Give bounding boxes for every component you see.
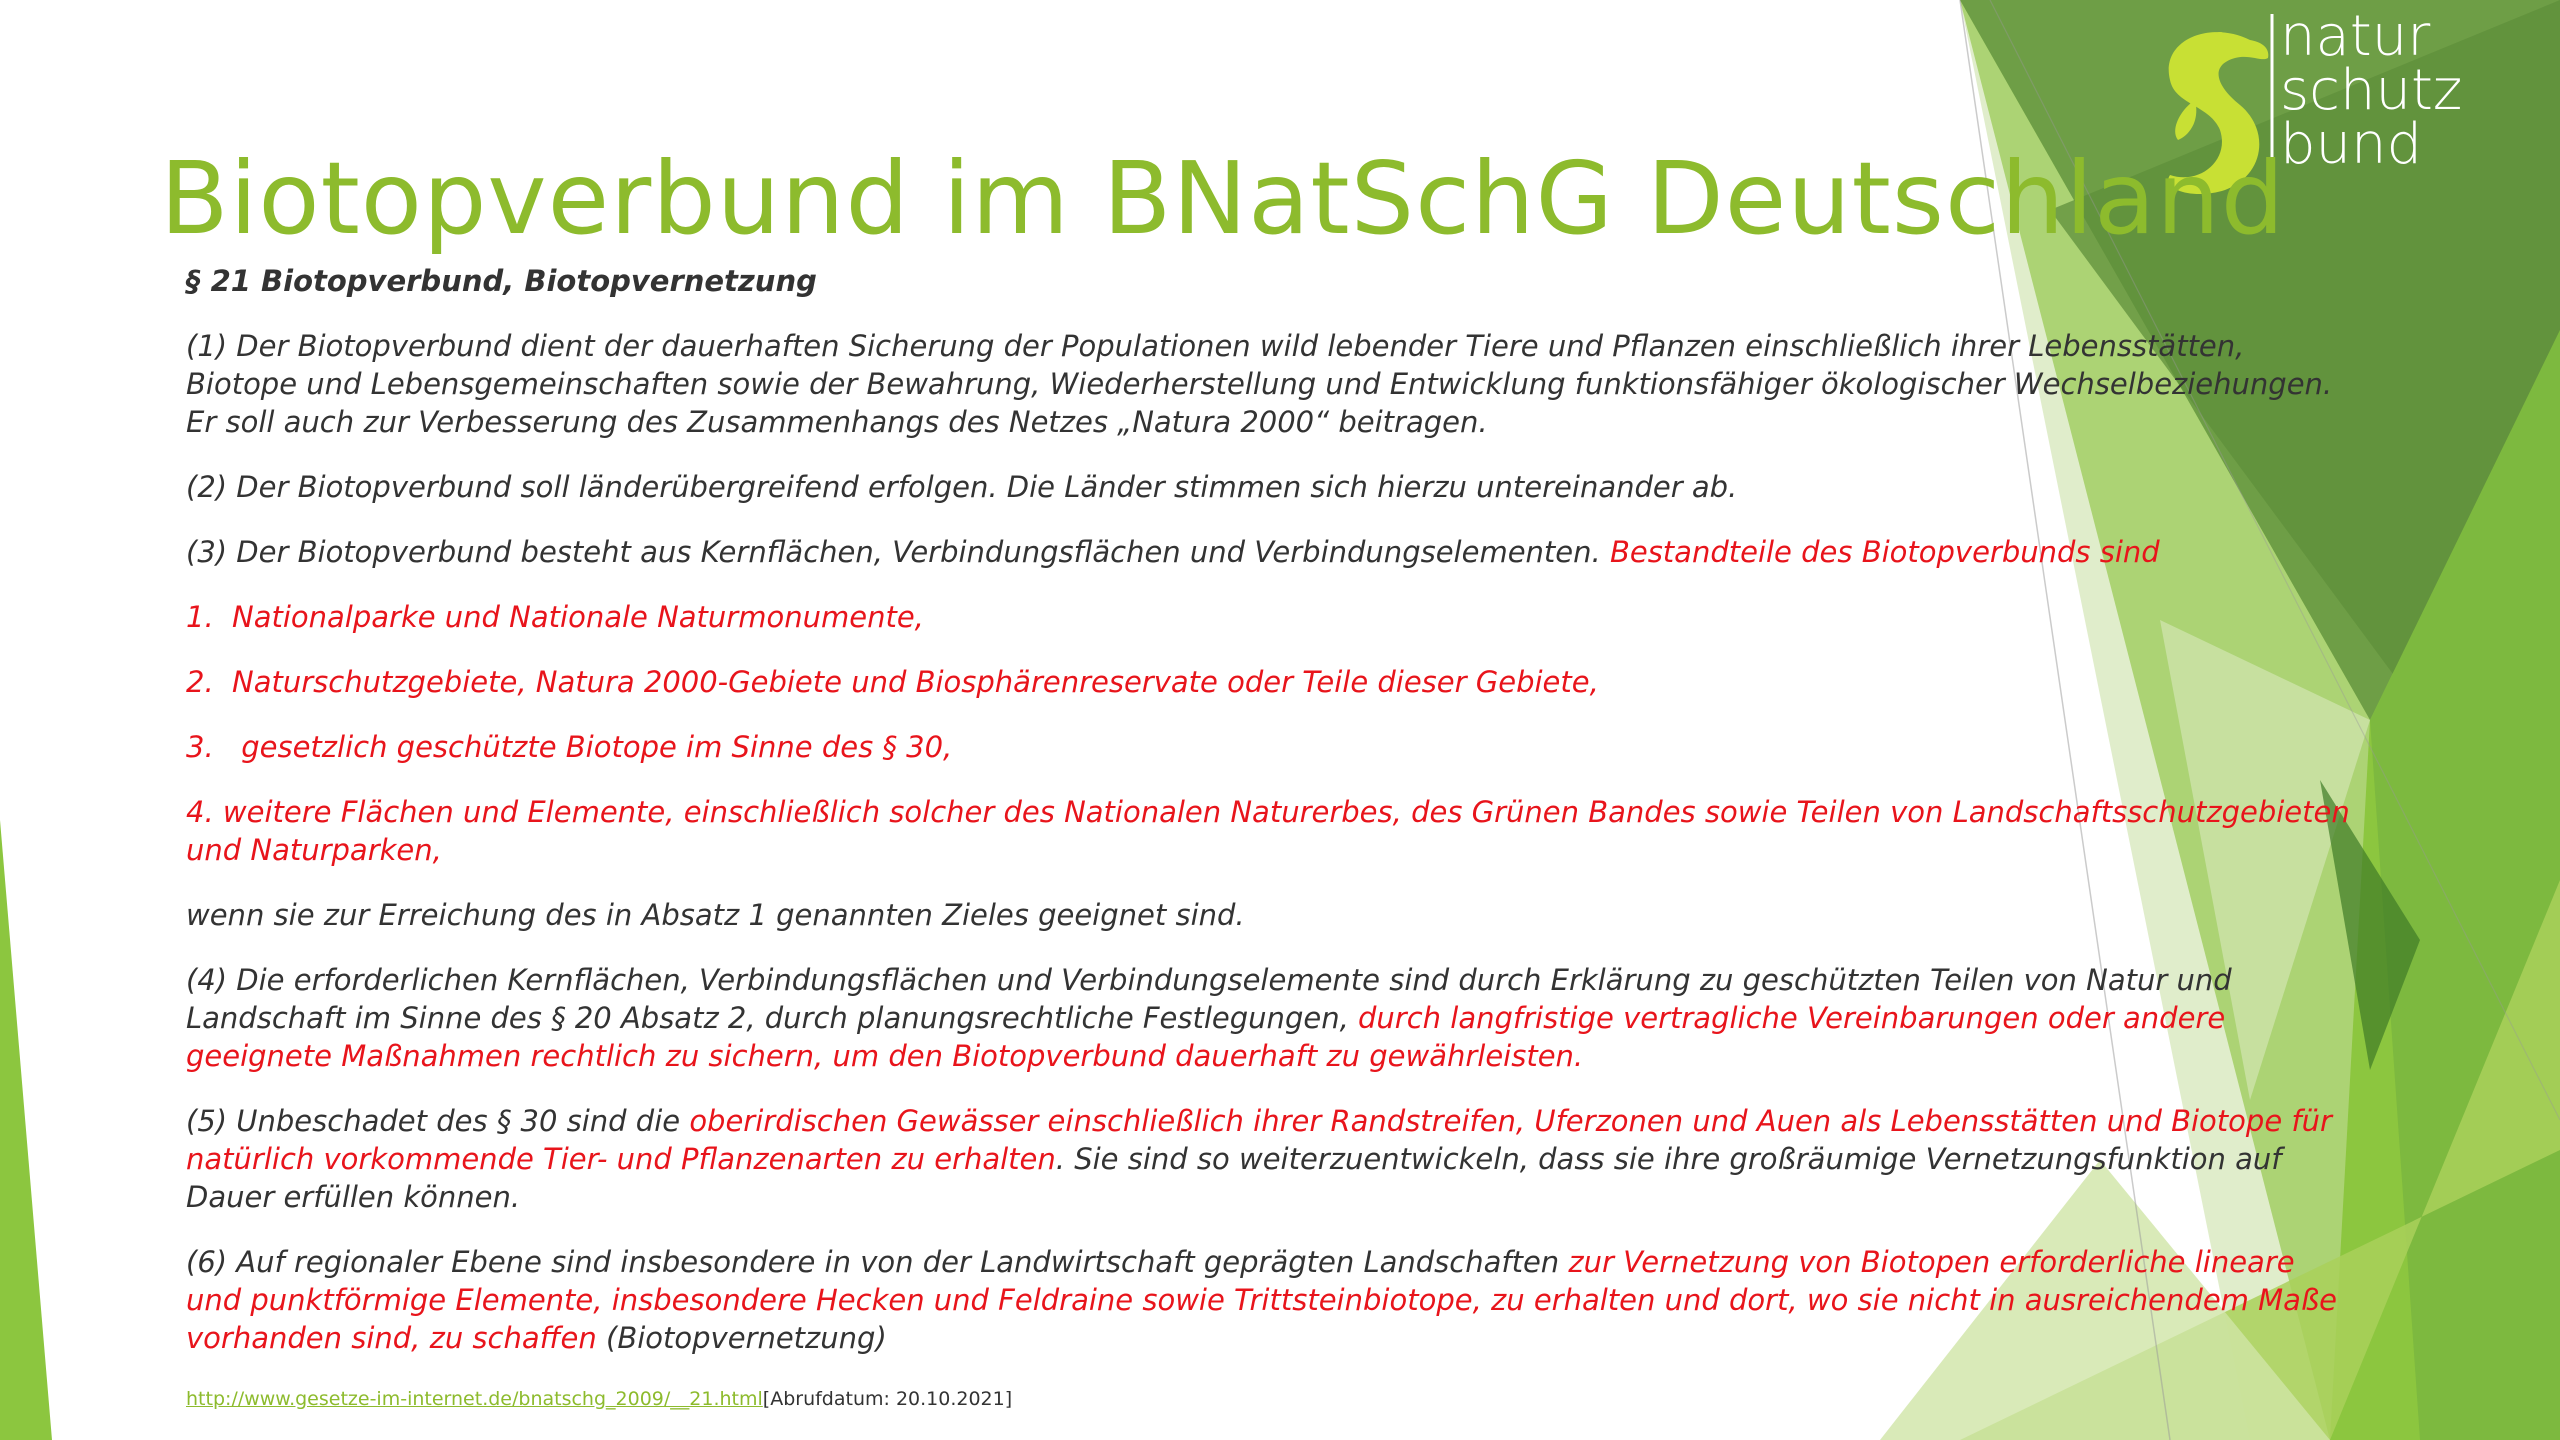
- list-item-3: [186, 728, 2356, 766]
- list-item-2-text: Naturschutzgebiete, Natura 2000-Gebiete und Biosphärenreservate oder Teile dieser Gebiete,: [232, 665, 1599, 699]
- paragraph-2: (2) Der Biotopverbund soll länderübergreifend erfolgen. Die Länder stimmen sich hierzu untereinander ab.: [186, 470, 1738, 504]
- paragraph-4-text: (4) Die erforderlichen Kernflächen, Verbindungsflächen und Verbindungselemente sind durch Erklärung zu geschützten Teilen von Natur und Landschaft im Sinne des § 20 Absatz 2, durch planungsrechtliche Festlegungen,: [186, 963, 2232, 1035]
- retrieval-date: [Abrufdatum: 20.10.2021]: [762, 1388, 1013, 1410]
- paragraph-3-text: (3) Der Biotopverbund besteht aus Kernflächen, Verbindungsflächen und Verbindungselementen.: [186, 535, 1610, 569]
- paragraph-wenn: wenn sie zur Erreichung des in Absatz 1 genannten Zieles geeignet sind.: [186, 898, 1245, 932]
- paragraph-4: [186, 961, 2356, 1075]
- list-number-1: 1.: [186, 600, 214, 634]
- logo-line-bund: bund: [2280, 112, 2423, 177]
- list-item-3-text: gesetzlich geschützte Biotope im Sinne des § 30,: [232, 730, 953, 764]
- source-link[interactable]: http://www.gesetze-im-internet.de/bnatschg_2009/__21.html: [186, 1388, 763, 1410]
- logo-wordmark: [2280, 4, 2463, 177]
- paragraph-6-text-start: (6) Auf regionaler Ebene sind insbesondere in von der Landwirtschaft geprägten Landschaften: [186, 1245, 1569, 1279]
- slide-title: Biotopverbund im BNatSchG Deutschland: [160, 140, 2286, 257]
- section-heading: § 21 Biotopverbund, Biotopvernetzung: [186, 264, 817, 298]
- logo-line-natur: natur: [2280, 4, 2431, 69]
- paragraph-5-text-start: (5) Unbeschadet des § 30 sind die: [186, 1104, 690, 1138]
- list-item-1: [186, 598, 2356, 636]
- slide-body: [186, 262, 2356, 1384]
- list-item-4: 4. weitere Flächen und Elemente, einschließlich solcher des Nationalen Naturerbes, des Grünen Bandes sowie Teilen von Landschaftsschutzgebieten und Naturparken,: [186, 795, 2350, 867]
- paragraph-3-highlight: Bestandteile des Biotopverbunds sind: [1609, 535, 2160, 569]
- source-footer: [186, 1388, 1012, 1410]
- list-item-2: [186, 663, 2356, 701]
- paragraph-6-text-end: (Biotopvernetzung): [596, 1321, 887, 1355]
- paragraph-3: [186, 533, 2356, 571]
- paragraph-5-highlight: oberirdischen Gewässer einschließlich ihrer Randstreifen, Uferzonen und Auen als Lebensstätten und Biotope für natürlich vorkommende Tier- und Pflanzenarten zu erhalten: [186, 1104, 2332, 1176]
- paragraph-4-highlight: durch langfristige vertragliche Vereinbarungen oder andere geeignete Maßnahmen rechtlich zu sichern, um den Biotopverbund dauerhaft zu gewährleisten.: [186, 1001, 2226, 1073]
- list-number-2: 2.: [186, 665, 214, 699]
- list-item-1-text: Nationalparke und Nationale Naturmonumente,: [232, 600, 924, 634]
- logo-line-schutz: schutz: [2280, 58, 2463, 123]
- paragraph-1: (1) Der Biotopverbund dient der dauerhaften Sicherung der Populationen wild lebender Tiere und Pflanzen einschließlich ihrer Lebensstätten, Biotope und Lebensgemeinschaften sowie der Bewahrung, Wiederherstellung und Entwicklung funktionsfähiger ökologischer Wechselbeziehungen. Er soll auch zur Verbesserung des Zusammenhangs des Netzes „Natura 2000“ beitragen.: [186, 329, 2333, 439]
- list-number-3: 3.: [186, 730, 214, 764]
- paragraph-6: [186, 1243, 2356, 1357]
- paragraph-5: [186, 1102, 2356, 1216]
- paragraph-6-highlight: zur Vernetzung von Biotopen erforderliche lineare und punktförmige Elemente, insbesondere Hecken und Feldraine sowie Trittsteinbiotope, zu erhalten und dort, wo sie nicht in ausreichendem Maße vorhanden sind, zu schaffen: [186, 1245, 2338, 1355]
- paragraph-5-text-end: . Sie sind so weiterzuentwickeln, dass sie ihre großräumige Vernetzungsfunktion auf Dauer erfüllen können.: [186, 1142, 2282, 1214]
